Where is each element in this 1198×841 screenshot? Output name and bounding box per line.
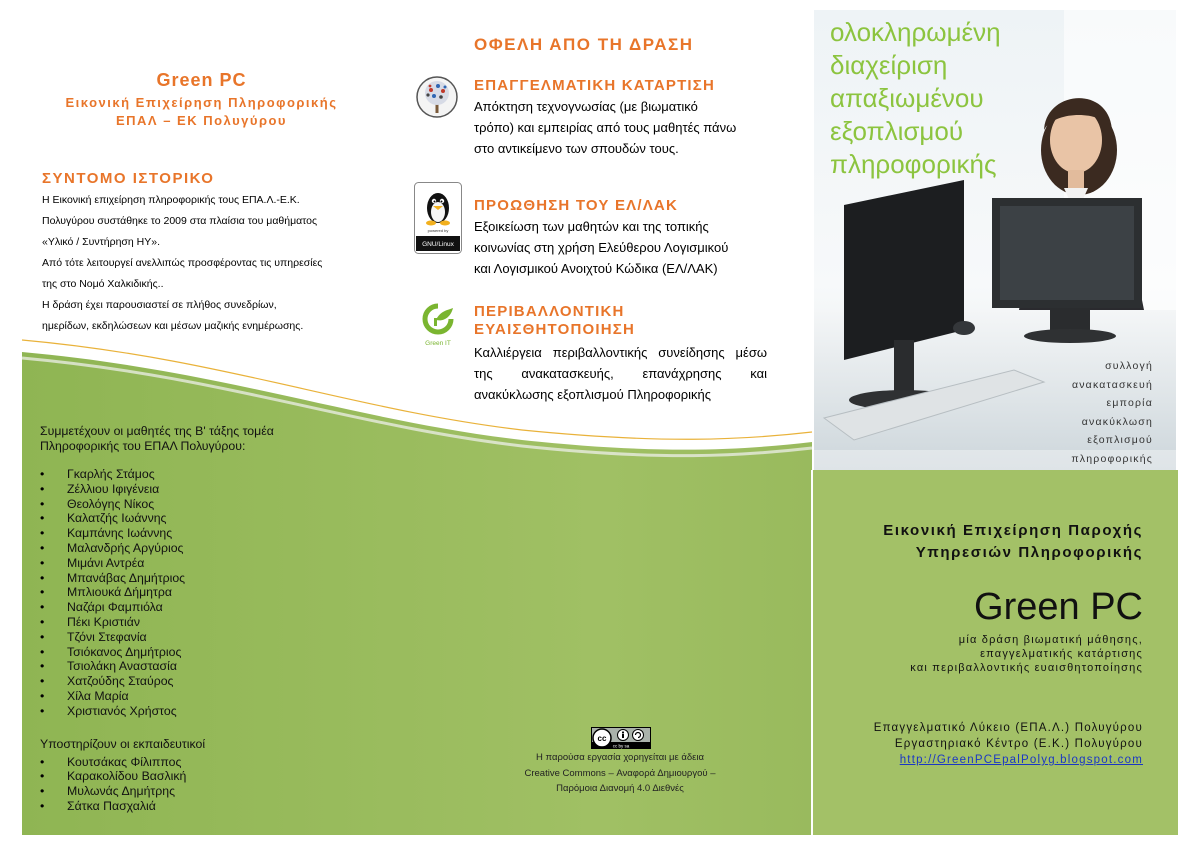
school-name: ΕΠΑΛ – ΕΚ Πολυγύρου (115, 113, 288, 128)
photo-keywords (1010, 357, 1153, 468)
benefits-title: ΟΦΕΛΗ ΑΠΟ ΤΗ ΔΡΑΣΗ (474, 35, 694, 54)
section-title-foss: ΠΡΟΩΘΗΣΗ ΤΟΥ ΕΛ/ΛΑΚ (474, 197, 678, 214)
section-title-training: ΕΠΑΓΓΕΛΜΑΤΙΚΗ ΚΑΤΑΡΤΙΣΗ (474, 77, 716, 94)
tux-linux-icon (414, 182, 462, 254)
list-item: • Μυλωνάς Δημήτρης (67, 784, 340, 799)
keyword: συλλογή (1105, 360, 1153, 372)
badge-bottom: GNU/Linux (422, 241, 454, 248)
list-item: • Καρακολίδου Βασλική (67, 769, 340, 784)
text-line: και Λογισμικού Ανοιχτού Κώδικα (ΕΛ/ΛΑΚ) (474, 261, 718, 276)
keyword: εμπορία (1106, 397, 1153, 409)
blog-link[interactable]: http://GreenPCEpalPolyg.blogspot.com (899, 754, 1143, 766)
list-item: • Σάτκα Πασχαλιά (67, 799, 340, 814)
badge-top: powered by (427, 228, 449, 233)
license-badge-text: cc by sa (612, 743, 630, 749)
list-item: • Μπανάβας Δημήτριος (67, 571, 340, 586)
school-info (820, 720, 1143, 768)
history-line: της στο Νομό Χαλκιδικής.. (42, 278, 164, 290)
list-item: • Ναζάρι Φαμπιόλα (67, 600, 340, 615)
list-item: • Θεολόγης Νίκος (67, 497, 340, 512)
participants-section (40, 424, 340, 814)
tagline-line: μία δράση βιωματική μάθησης, (958, 634, 1143, 646)
text-line: Απόκτηση τεχνογνωσίας (με βιωματικό (474, 99, 698, 114)
history-text (42, 190, 372, 337)
section-text-foss (474, 216, 774, 279)
section-text-environment: Καλλιέργεια περιβαλλοντικής συνείδησης μέσω της ανακατασκευής, επανάχρησης και ανακύκλωσης εξοπλισμού Πληροφορικής (474, 345, 767, 402)
brand-title: Green PC (156, 70, 247, 90)
headline-line: πληροφορικής (830, 149, 997, 179)
section-title-environment (474, 303, 774, 339)
teachers-title: Υποστηρίζουν οι εκπαιδευτικοί (40, 736, 206, 751)
participants-intro-1: Συμμετέχουν οι μαθητές της Β' τάξης τομέα (40, 424, 274, 438)
keyword: ανακύκλωση (1081, 415, 1153, 428)
teacher-list (40, 755, 340, 814)
list-item: • Τζόνι Στεφανία (67, 630, 340, 645)
creative-commons-badge (591, 727, 651, 749)
student-list (40, 467, 340, 719)
keyword: εξοπλισμού (1087, 434, 1153, 446)
text-line: τρόπο) και εμπειρίας από τους μαθητές πάνω (474, 120, 737, 135)
section-text-training (474, 96, 774, 159)
green-it-icon (420, 302, 456, 348)
history-line: Από τότε λειτουργεί ανελλιπώς προσφέροντας τις υπηρεσίες (42, 257, 323, 269)
list-item: • Μαλανδρής Αργύριος (67, 541, 340, 556)
title-line: ΠΕΡΙΒΑΛΛΟΝΤΙΚΗ (474, 303, 625, 320)
list-item: • Μιμάνι Αντρέα (67, 556, 340, 571)
headline-line: ολοκληρωμένη (830, 17, 1001, 47)
keyword: ανακατασκευή (1071, 378, 1153, 391)
badge-text: Green IT (425, 340, 451, 347)
headline-line: διαχείριση (830, 50, 948, 80)
list-item: • Γκαρλής Στάμος (67, 467, 340, 482)
list-item: • Καμπάνης Ιωάννης (67, 526, 340, 541)
history-line: Η Εικονική επιχείρηση πληροφορικής τους ΕΠΑ.Λ.-Ε.Κ. (42, 194, 300, 206)
license-text (490, 750, 750, 797)
license-line: Creative Commons – Αναφορά Δημιουργού – (524, 767, 716, 779)
school-line: Επαγγελματικό Λύκειο (ΕΠΑ.Λ.) Πολυγύρου (873, 722, 1143, 734)
list-item: • Καλατζής Ιωάννης (67, 511, 340, 526)
brand-subtitle: Εικονική Επιχείρηση Πληροφορικής (65, 95, 338, 110)
list-item: • Χίλα Μαρία (67, 689, 340, 704)
license-line: Η παρούσα εργασία χορηγείται με άδεια (536, 752, 704, 763)
history-line: Πολυγύρου συστάθηκε το 2009 στα πλαίσια του μαθήματος (42, 215, 318, 227)
cover-title-line: Εικονική Επιχείρηση Παροχής (883, 522, 1143, 539)
list-item: • Τσιόκανος Δημήτριος (67, 645, 340, 660)
cover-title-line: Υπηρεσιών Πληροφορικής (915, 544, 1143, 561)
history-line: Η δράση έχει παρουσιαστεί σε πλήθος συνεδρίων, (42, 299, 277, 311)
license-line: Παρόμοια Διανομή 4.0 Διεθνές (556, 783, 684, 794)
text-line: στο αντικείμενο των σπουδών τους. (474, 141, 679, 156)
history-line: «Υλικό / Συντήρηση ΗΥ». (42, 236, 161, 248)
tagline-line: και περιβαλλοντικής ευαισθητοποίησης (910, 662, 1143, 674)
svg-text:cc: cc (597, 734, 607, 743)
brochure-header (24, 70, 379, 128)
list-item: • Κουτσάκας Φίλιππος (67, 755, 340, 770)
list-item: • Πέκι Κριστιάν (67, 615, 340, 630)
list-item: • Ζέλλιου Ιφιγένεια (67, 482, 340, 497)
tree-network-icon (416, 76, 458, 118)
school-line: Εργαστηριακό Κέντρο (Ε.Κ.) Πολυγύρου (894, 738, 1143, 750)
text-line: κοινωνίας στη χρήση Ελεύθερου Λογισμικού (474, 240, 729, 255)
headline-line: εξοπλισμού (830, 116, 964, 146)
cover-tagline (830, 633, 1143, 675)
cover-title (830, 520, 1143, 564)
text-line: Εξοικείωση των μαθητών και της τοπικής (474, 219, 709, 234)
title-line: ΕΥΑΙΣΘΗΤΟΠΟΙΗΣΗ (474, 321, 636, 338)
cover-brand: Green PC (974, 586, 1143, 628)
list-item: • Τσιολάκη Αναστασία (67, 659, 340, 674)
list-item: • Μπλιουκά Δήμητρα (67, 585, 340, 600)
keyword: πληροφορικής (1071, 452, 1153, 465)
headline-line: απαξιωμένου (830, 83, 984, 113)
history-title: ΣΥΝΤΟΜΟ ΙΣΤΟΡΙΚΟ (42, 170, 215, 187)
list-item: • Χατζούδης Σταύρος (67, 674, 340, 689)
history-line: ημερίδων, εκδηλώσεων και μέσων μαζικής ενημέρωσης. (42, 320, 304, 332)
list-item: • Χριστιανός Χρήστος (67, 704, 340, 719)
tagline-line: επαγγελματικής κατάρτισης (980, 648, 1143, 660)
participants-intro-2: Πληροφορικής του ΕΠΑΛ Πολυγύρου: (40, 439, 246, 453)
photo-headline (830, 16, 1001, 181)
